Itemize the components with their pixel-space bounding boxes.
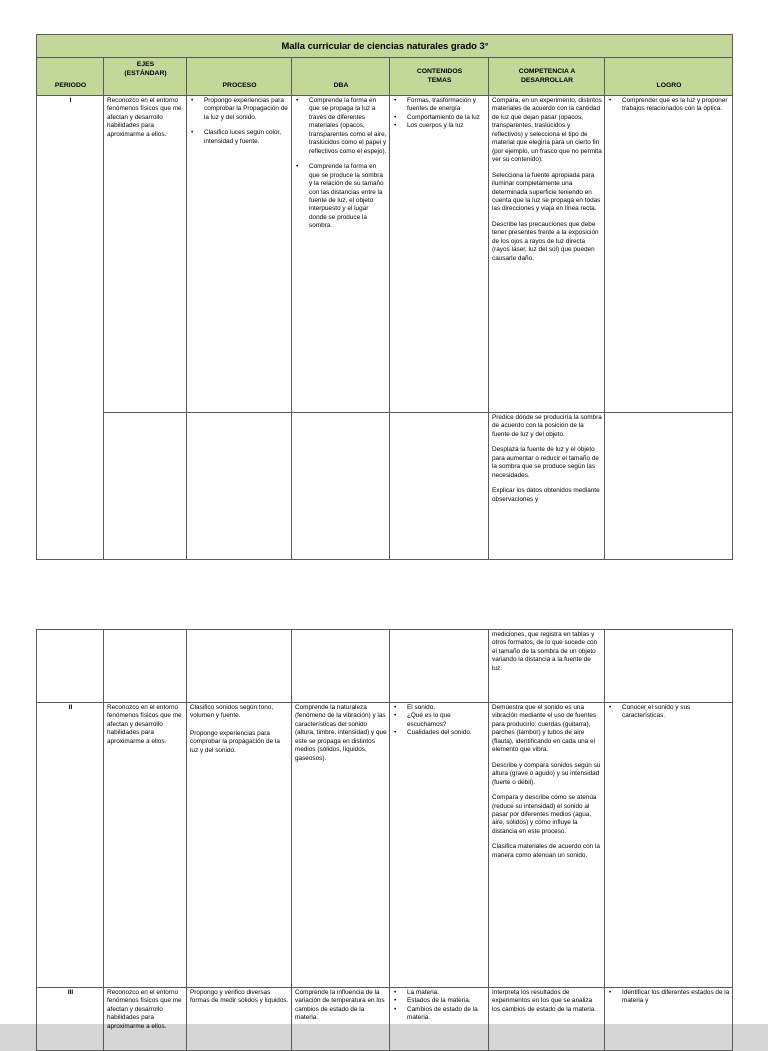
header-proceso: PROCESO xyxy=(187,58,292,96)
competencia-paragraph: Explicar los datos obtenidos mediante observaciones y xyxy=(492,487,600,503)
list-item: • Comportamiento de la luz xyxy=(393,114,486,122)
proceso-paragraph: Propongo experiencias para comprobar la propagación de la luz y del sonido. xyxy=(190,729,280,754)
ejes-cell: Reconozco en el entorno fenómenos físicos que me afectan y desarrollo habilidades para aproximarme a ellos. xyxy=(104,96,187,413)
competencia-cell: mediciones, que registra en tablas y otros formatos, de lo que sucede con el tamaño de la sombra de un objeto variando la distancia a la fuente de luz. xyxy=(489,630,605,703)
table-row-periodo-1 xyxy=(37,96,733,413)
ejes-cell-empty xyxy=(104,630,187,703)
table-row-periodo-2 xyxy=(37,703,733,988)
header-dba: DBA xyxy=(292,58,390,96)
contenidos-cell xyxy=(390,703,489,988)
list-item: • La materia. xyxy=(393,989,486,997)
table-row-periodo-1-cont xyxy=(37,413,733,560)
competencia-paragraph: Predice dónde se produciría la sombra de acuerdo con la posición de la fuente de luz y del objeto. xyxy=(492,414,602,438)
proceso-paragraph: Clasifico sonidos según tono, volumen y fuente. xyxy=(190,704,274,720)
logro-cell xyxy=(605,988,733,1051)
dba-cell xyxy=(292,96,390,413)
periodo-number: I xyxy=(37,96,104,560)
list-item: • Cualidades del sonido. xyxy=(393,729,486,737)
header-competencia: COMPETENCIA A DESARROLLAR xyxy=(489,58,605,96)
header-logro: LOGRO xyxy=(605,58,733,96)
list-item: • Cambios de estado de la materia. xyxy=(393,1006,486,1023)
ejes-cell-empty xyxy=(104,413,187,560)
list-item: • Conocer el sonido y sus características. xyxy=(608,704,730,721)
header-ejes: EJES (ESTÁNDAR) xyxy=(104,58,187,96)
table-row-continuation xyxy=(37,630,733,703)
competencia-paragraph: Demuestra que el sonido es una vibración mediante el uso de fuentes para producirlo: cuerdas (guitarra), parches (tambor) y tubos de aire (flauta), identificando en cada una el elemento que vibra. xyxy=(492,704,597,754)
competencia-paragraph: Describe y compara sonidos según su altura (grave o agudo) y su intensidad (fuerte o débil). xyxy=(492,761,601,786)
competencia-cell xyxy=(489,96,605,413)
list-item: • ¿Qué es lo que escuchamos? xyxy=(393,712,486,729)
list-item: • Clasifico luces según color, intensidad y fuente. xyxy=(190,129,289,146)
ejes-cell: Reconozco en el entorno fenómenos físicos que me afectan y desarrollo habilidades para aproximarme a ellos. xyxy=(104,703,187,988)
header-contenidos: CONTENIDOS TEMAS xyxy=(390,58,489,96)
competencia-paragraph: Desplaza la fuente de luz y el objeto para aumentar o reducir el tamaño de la sombra que se produce según las necesidades. xyxy=(492,446,599,479)
logro-cell xyxy=(605,96,733,413)
contenidos-cell xyxy=(390,988,489,1051)
logro-cell-empty xyxy=(605,413,733,560)
dba-cell: Comprende la influencia de la variación de temperatura en los cambios de estado de la materia. xyxy=(292,988,390,1051)
list-item: • El sonido. xyxy=(393,704,486,712)
curriculum-table-page-1 xyxy=(36,34,733,560)
proceso-cell: Propongo y verifico diversas formas de medir sólidos y líquidos. xyxy=(187,988,292,1051)
list-item: • Los cuerpos y la luz xyxy=(393,122,486,130)
proceso-cell xyxy=(187,703,292,988)
competencia-cell xyxy=(489,413,605,560)
ejes-cell: Reconozco en el entorno fenómenos físicos que me afectan y desarrollo habilidades para aproximarme a ellos. xyxy=(104,988,187,1051)
periodo-number: III xyxy=(37,988,104,1051)
dba-cell-empty xyxy=(292,413,390,560)
curriculum-table-page-2 xyxy=(36,629,733,1051)
periodo-number: II xyxy=(37,703,104,988)
list-item: • Comprender que es la luz y proponer trabajos relacionados con la óptica. xyxy=(608,97,730,114)
list-item: • Comprende la forma en que se produce la sombra y la relación de su tamaño con las distancias entre la fuente de luz, el objeto interpuesto y el lugar donde se produce la sombra. xyxy=(295,163,387,231)
list-item: • Propongo experiencias para comprobar la Propagación de la luz y del sonido. xyxy=(190,97,289,122)
competencia-paragraph: Compara y describe cómo se atenúa (reduce su intensidad) el sonido al pasar por diferentes medios (agua, aire, sólidos) y cómo influye la distancia en este proceso. xyxy=(492,794,597,835)
list-item: • Formas, trasformación y fuentes de energía xyxy=(393,97,486,114)
competencia-cell: Interpreta los resultados de experimentos en los que se analiza los cambios de estado de la materia. xyxy=(489,988,605,1051)
competencia-paragraph: Clasifica materiales de acuerdo con la manera como atenúan un sonido. xyxy=(492,843,600,859)
table-title: Malla curricular de ciencias naturales grado 3° xyxy=(37,35,733,58)
contenidos-cell xyxy=(390,96,489,413)
dba-cell: Comprende la naturaleza (fenómeno de la vibración) y las características del sonido (altura, timbre, intensidad) y que este se propaga en distintos medios (sólidos, líquidos, gaseosos). xyxy=(292,703,390,988)
table-row-periodo-3 xyxy=(37,988,733,1051)
logro-cell xyxy=(605,703,733,988)
competencia-cell xyxy=(489,703,605,988)
list-item: • Comprende la forma en que se propaga la luz a través de diferentes materiales (opacos, transparentes como el aire, traslúcidos como el papel y reflectivos como el espejo). xyxy=(295,97,387,156)
document-page-2 xyxy=(0,596,768,1030)
dba-cell-empty xyxy=(292,630,390,703)
header-periodo: PERIODO xyxy=(37,58,104,96)
periodo-cell-empty xyxy=(37,630,104,703)
logro-cell-empty xyxy=(605,630,733,703)
list-item: • Identificar los diferentes estados de la materia y xyxy=(608,989,730,1006)
contenidos-cell-empty xyxy=(390,630,489,703)
competencia-paragraph: Describe las precauciones que debe tener presentes frente a la exposición de los ojos a rayos de luz directa (rayos láser, luz del sol) que pueden causarle daño. xyxy=(492,220,599,262)
competencia-paragraph: Compara, en un experimento, distintos materiales de acuerdo con la cantidad de luz que dejan pasar (opacos, transparentes, traslúcidos y reflectivos) y selecciona el tipo de material que elegiría para un cierto fin (por ejemplo, un frasco que no permita ver su contenido). xyxy=(492,97,602,164)
proceso-cell xyxy=(187,96,292,413)
contenidos-cell-empty xyxy=(390,413,489,560)
proceso-cell-empty xyxy=(187,413,292,560)
proceso-cell-empty xyxy=(187,630,292,703)
competencia-paragraph: Selecciona la fuente apropiada para iluminar completamente una determinada superficie teniendo en cuenta que la luz se propaga en todas las direcciones y viaja en línea recta. xyxy=(492,171,601,213)
list-item: • Estados de la materia. xyxy=(393,997,486,1005)
